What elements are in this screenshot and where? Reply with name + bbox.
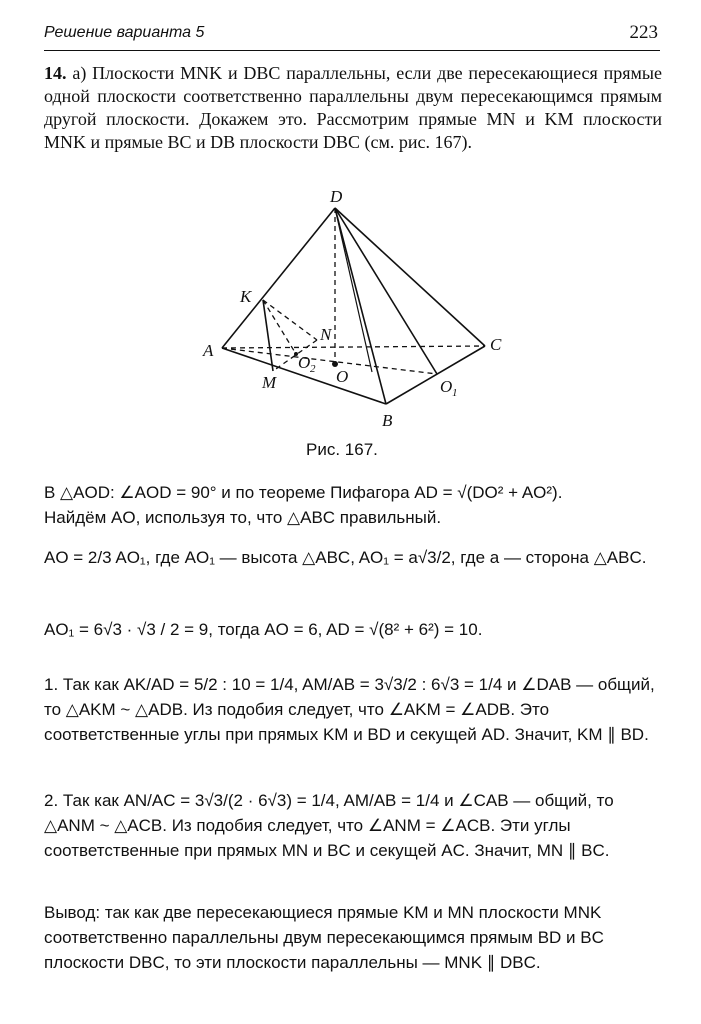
label-a: A — [203, 341, 214, 360]
pyramid-figure — [200, 188, 510, 438]
label-o2: O — [298, 353, 311, 372]
label-k: K — [240, 287, 252, 306]
problem-number: 14. — [44, 63, 67, 83]
label-o2-subscript: 2 — [310, 363, 316, 375]
label-o: O — [336, 367, 349, 386]
segment-km — [263, 300, 273, 371]
section-title: Решение варианта 5 — [44, 24, 205, 41]
segment-ko2 — [263, 300, 296, 354]
step-2: 2. Так как AN/AC = 3√3/(2 · 6√3) = 1/4, AM/AB = 1/4 и ∠CAB — общий, то △ANM ~ △ACB. Из подобия следует, что ∠ANM = ∠ACB. Эти углы соответственные при прямых MN и BC и секущей AC. Значит, MN ∥ BC. — [44, 791, 614, 860]
problem-paragraph: а) Плоскости MNK и DBC параллельны, если две пересекающиеся прямые одной плоскости соответственно параллельны двум пересекающимся прямым другой плоскости. Докажем это. Рассмотрим прямые MN и KM плоскости MNK и прямые BC и DB плоскости DBC (см. рис. 167). — [44, 63, 663, 152]
solution-line-1: В △AOD: ∠AOD = 90° и по теореме Пифагора AD = √(DO² + AO²). — [44, 483, 563, 502]
label-c: C — [490, 335, 502, 354]
edge-do1 — [335, 208, 437, 374]
figure-caption: Рис. 167. — [306, 440, 378, 459]
step-1: 1. Так как AK/AD = 5/2 : 10 = 1/4, AM/AB = 3√3/2 : 6√3 = 1/4 и ∠DAB — общий, то △AKM ~ △ADB. Из подобия следует, что ∠AKM = ∠ADB. Это соответственные углы при прямых KM и BD и секущей AD. Значит, KM ∥ BD. — [44, 675, 655, 744]
problem-statement — [44, 62, 662, 154]
solution-line-2: Найдём AO, используя то, что △ABC правильный. — [44, 508, 442, 527]
edge-da — [222, 208, 335, 348]
conclusion: Вывод: так как две пересекающиеся прямые KM и MN плоскости MNK соответственно параллельны двум пересекающимся прямым BD и BC плоскости DBC, то эти плоскости параллельны — MNK ∥ DBC. — [44, 903, 604, 972]
solution-line-3: AO = 2/3 AO₁, где AO₁ — высота △ABC, AO₁ = a√3/2, где a — сторона △ABC. — [44, 548, 647, 567]
hidden-median-ao1 — [222, 348, 437, 374]
label-d: D — [330, 188, 343, 206]
label-b: B — [382, 411, 393, 430]
hidden-edge-ac — [222, 346, 485, 348]
edge-bc — [386, 346, 485, 404]
solution-lines-1-2 — [44, 480, 662, 530]
label-o1: O — [440, 377, 453, 396]
label-o1-subscript: 1 — [452, 387, 458, 399]
page-number: 223 — [629, 22, 658, 43]
solution-line-4: AO₁ = 6√3 · √3 / 2 = 9, тогда AO = 6, AD = √(8² + 6²) = 10. — [44, 620, 483, 639]
segment-kn — [263, 300, 317, 340]
label-m: M — [262, 373, 277, 392]
label-n: N — [320, 325, 332, 344]
running-header — [44, 22, 660, 51]
edge-dc — [335, 208, 485, 346]
